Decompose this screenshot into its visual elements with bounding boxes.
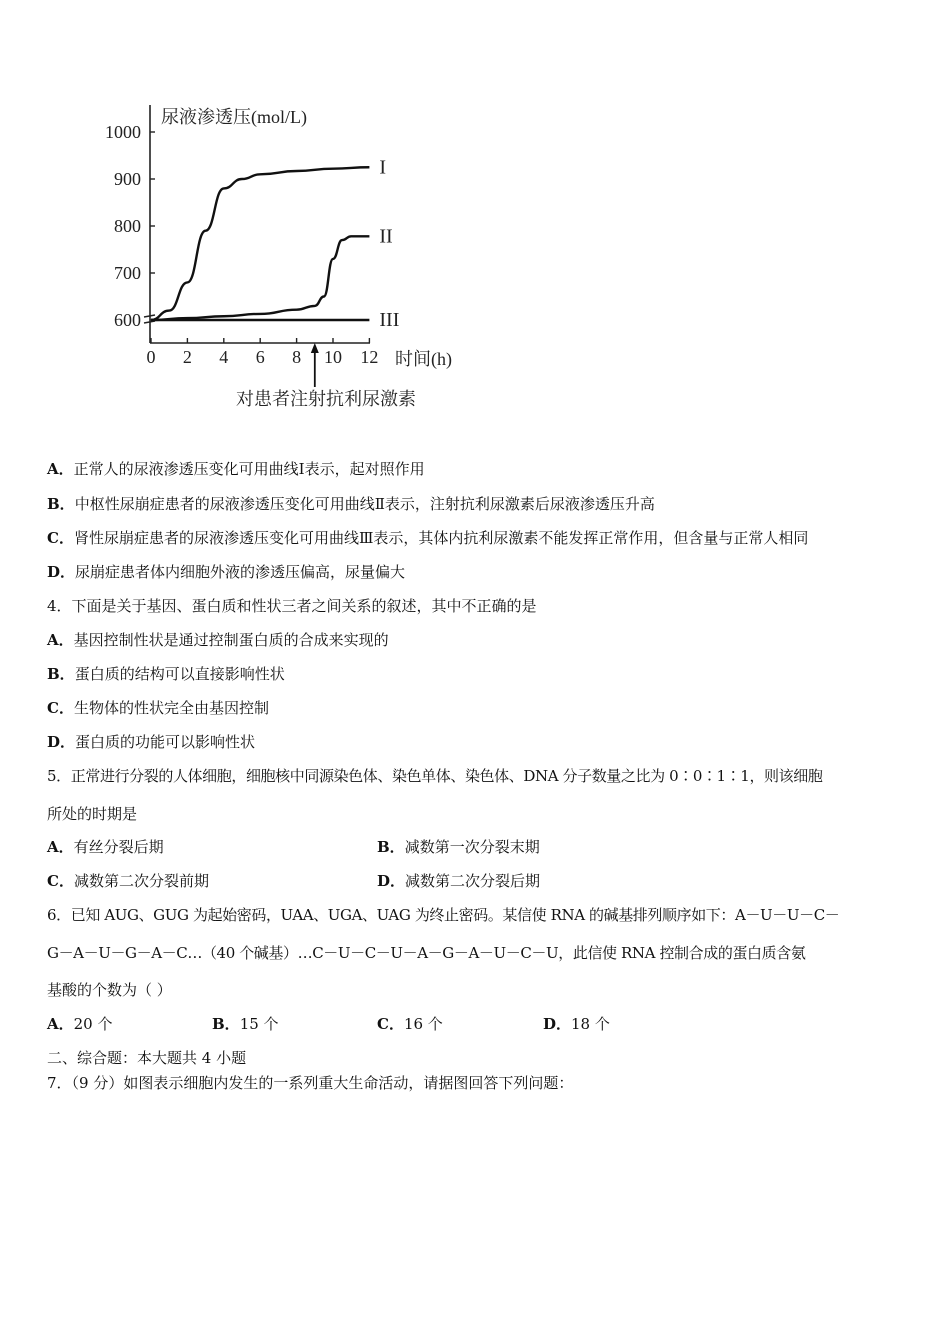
x-tick-label: 6 (255, 347, 265, 367)
x-tick-label: 10 (324, 347, 342, 367)
option-text: 中枢性尿崩症患者的尿液渗透压变化可用曲线Ⅱ表示，注射抗利尿激素后尿液渗透压升高 (74, 495, 655, 513)
q6-option-c (377, 1014, 443, 1034)
question-text: 已知 AUG、GUG 为起始密码，UAA、UGA、UAG 为终止密码。某信使 RNA 的碱基排列顺序如下：A－U－U－C－ (70, 906, 840, 924)
option-label: D． (47, 563, 76, 581)
annotation-arrow-head (311, 343, 319, 353)
q4-option-c (47, 698, 269, 718)
y-tick-label: 1000 (105, 122, 141, 142)
question-text: 正常进行分裂的人体细胞，细胞核中同源染色体、染色单体、染色体、DNA 分子数量之比为 0∶0∶1∶1，则该细胞 (70, 767, 823, 785)
y-tick-label: 800 (114, 216, 141, 236)
option-text: 减数第一次分裂末期 (404, 838, 540, 856)
option-label: B． (212, 1015, 240, 1033)
option-text: 正常人的尿液渗透压变化可用曲线Ⅰ表示，起对照作用 (73, 460, 425, 478)
x-tick-label: 8 (292, 347, 302, 367)
option-label: C． (377, 1015, 404, 1033)
option-label: D． (47, 733, 76, 751)
q5-option-a (47, 837, 164, 857)
y-tick-label: 900 (114, 169, 141, 189)
q3-option-a (47, 459, 425, 479)
option-label: B． (377, 838, 405, 856)
series-label-II: II (379, 225, 393, 248)
x-tick-label: 4 (219, 347, 229, 367)
x-tick-label: 0 (146, 347, 156, 367)
section-heading: 二、综合题：本大题共 4 小题 (47, 1049, 247, 1067)
q6-option-d (543, 1014, 610, 1034)
chart-axes (144, 105, 370, 343)
q4-stem (47, 596, 537, 616)
q3-option-c (47, 528, 808, 548)
q5-option-c (47, 871, 209, 891)
question-text: （9 分）如图表示细胞内发生的一系列重大生命活动，请据图回答下列问题： (71, 1074, 574, 1092)
option-label: C． (47, 699, 74, 717)
q5-stem-line1 (47, 766, 822, 786)
y-axis-label: 尿液渗透压(mol/L) (161, 107, 307, 127)
option-text: 蛋白质的结构可以直接影响性状 (74, 665, 285, 683)
q6-option-a (47, 1014, 113, 1034)
q6-stem-line2: G－A－U－G－A－C…（40 个碱基）…C－U－C－U－A－G－A－U－C－U，此信使 RNA 控制合成的蛋白质含氨 (47, 944, 806, 962)
option-text: 15 个 (239, 1015, 279, 1033)
option-text: 有丝分裂后期 (73, 838, 164, 856)
series-line-II (151, 236, 369, 320)
q6-stem-line3: 基酸的个数为（ ） (47, 981, 172, 999)
option-text: 16 个 (403, 1015, 443, 1033)
option-label: C． (47, 872, 74, 890)
option-label: A． (47, 1015, 74, 1033)
q7-stem (47, 1073, 573, 1093)
q4-option-a (47, 630, 389, 650)
option-label: A． (47, 460, 74, 478)
q5-option-d (377, 871, 540, 891)
option-label: D． (543, 1015, 572, 1033)
question-number: 5． (47, 767, 71, 785)
option-label: C． (47, 529, 74, 547)
x-axis-label: 时间(h) (395, 349, 452, 369)
option-text: 减数第二次分裂后期 (405, 872, 541, 890)
y-tick-label: 700 (114, 263, 141, 283)
q4-option-b (47, 664, 285, 684)
option-label: B． (47, 495, 75, 513)
x-tick-label: 2 (182, 347, 192, 367)
q6-stem-line1 (47, 905, 839, 925)
y-tick-label: 600 (114, 310, 141, 330)
option-text: 减数第二次分裂前期 (73, 872, 209, 890)
option-text: 18 个 (571, 1015, 610, 1033)
q5-stem-line2: 所处的时期是 (47, 805, 138, 823)
q3-option-d (47, 562, 405, 582)
series-label-III: III (379, 309, 400, 331)
question-number: 7． (47, 1074, 72, 1092)
x-tick-label: 12 (360, 347, 379, 367)
q4-option-d (47, 732, 255, 752)
option-label: A． (47, 631, 74, 649)
option-label: A． (47, 838, 74, 856)
option-text: 尿崩症患者体内细胞外液的渗透压偏高，尿量偏大 (75, 563, 406, 581)
option-text: 蛋白质的功能可以影响性状 (75, 733, 256, 751)
option-text: 20 个 (73, 1015, 113, 1033)
option-label: B． (47, 665, 75, 683)
q3-option-b (47, 494, 655, 514)
option-label: D． (377, 872, 406, 890)
option-text: 基因控制性状是通过控制蛋白质的合成来实现的 (73, 631, 389, 649)
option-text: 生物体的性状完全由基因控制 (73, 699, 269, 717)
question-number: 6． (47, 906, 71, 924)
osmolarity-chart (95, 95, 475, 415)
q6-option-b (212, 1014, 279, 1034)
series-label-I: I (379, 156, 387, 179)
question-text: 下面是关于基因、蛋白质和性状三者之间关系的叙述，其中不正确的是 (71, 597, 537, 615)
question-number: 4． (47, 597, 72, 615)
annotation-text: 对患者注射抗利尿激素 (236, 389, 416, 409)
option-text: 肾性尿崩症患者的尿液渗透压变化可用曲线Ⅲ表示，其体内抗利尿激素不能发挥正常作用，但含量与正常人相同 (73, 529, 809, 547)
series-line-I (151, 167, 369, 320)
q5-option-b (377, 837, 540, 857)
